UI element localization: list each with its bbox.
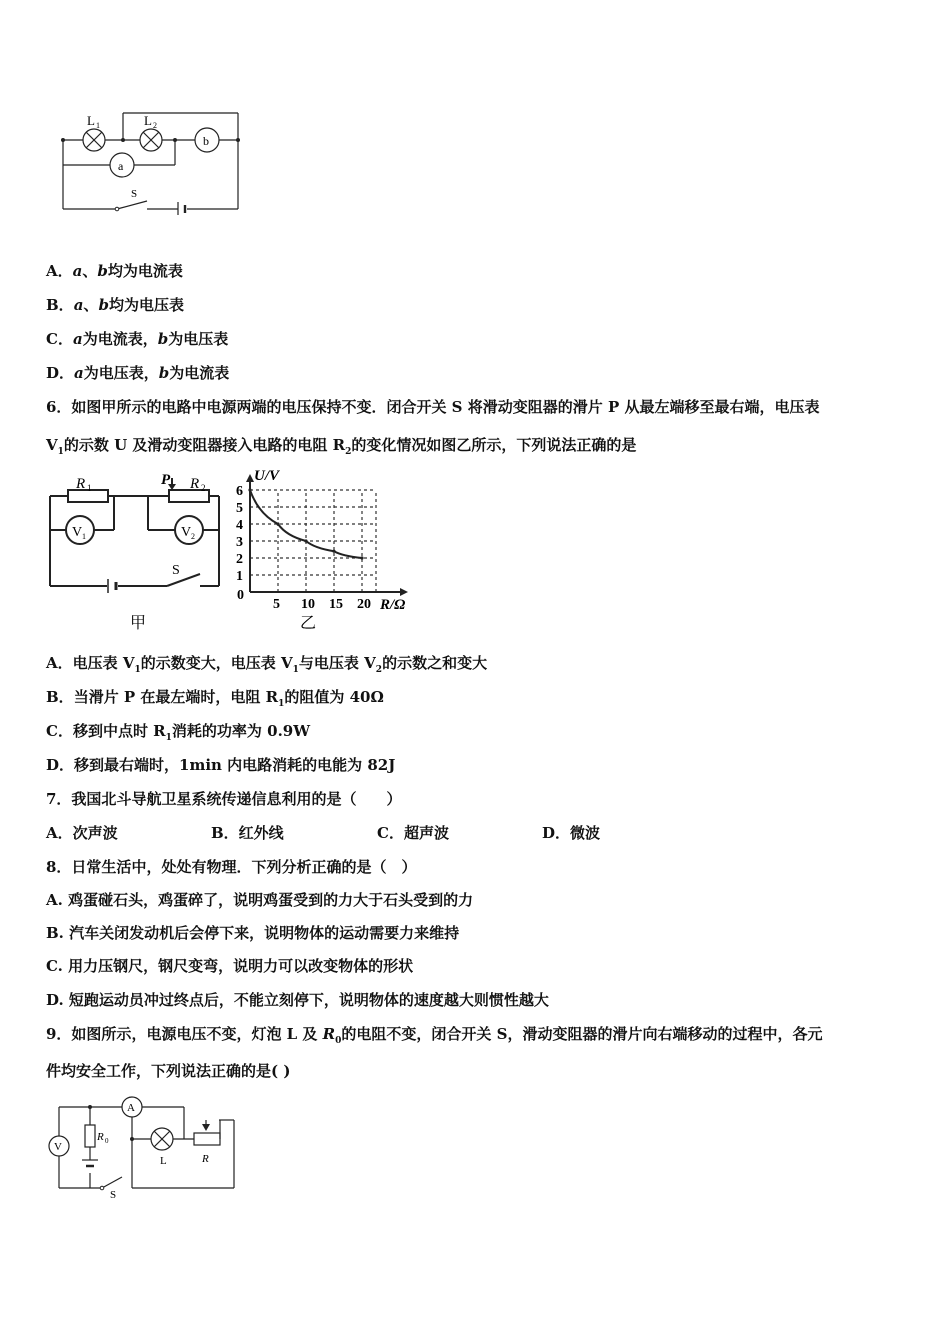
label-s: S [131, 188, 138, 200]
y-tick-label-4: 4 [236, 518, 243, 533]
data-point-0-2 [304, 539, 307, 542]
svg-text:1: 1 [82, 532, 86, 541]
chart-ylabel: U/V [254, 468, 280, 484]
resistor-r0-icon [85, 1125, 95, 1147]
q7-option-d[interactable]: D．微波 [542, 824, 601, 842]
svg-text:2: 2 [191, 532, 195, 541]
data-point-0-1 [276, 522, 279, 525]
rheostat-r-icon [194, 1133, 220, 1145]
svg-text:R: R [76, 476, 86, 492]
svg-text:2: 2 [153, 121, 157, 130]
q5-option-d[interactable]: D．a为电压表，b为电流表 [46, 364, 230, 382]
label-b: b [203, 134, 209, 148]
q6-option-a[interactable]: A．电压表 $V_1$的示数变大，电压表 $V_1$与电压表 $V_2$的示数之和变大 [46, 654, 488, 675]
q6-option-b[interactable]: B．当滑片 P 在最左端时，电阻 $R_1$的阻值为 40Ω [46, 688, 384, 709]
y-tick-label-3: 3 [236, 535, 243, 550]
x-axis-arrow [400, 588, 408, 596]
svg-text:V: V [181, 525, 192, 540]
q9-stem-line2: 件均安全工作，下列说法正确的是( ) [46, 1062, 291, 1080]
svg-text:A: A [127, 1102, 135, 1114]
svg-text:R: R [97, 1131, 104, 1143]
svg-text:S: S [172, 563, 180, 578]
q5-option-c[interactable]: C．a为电流表，b为电压表 [46, 330, 229, 348]
svg-text:2: 2 [201, 483, 206, 493]
svg-text:1: 1 [87, 483, 92, 493]
svg-text:0: 0 [105, 1137, 109, 1145]
q7-option-c[interactable]: C．超声波 [377, 824, 449, 842]
svg-text:V: V [54, 1141, 62, 1153]
q9-stem-line1: 9．如图所示，电源电压不变，灯泡 L 及 $R_0$的电阻不变，闭合开关 S，滑动变阻器的滑片向右端移动的过程中，各元 [46, 1025, 823, 1046]
svg-text:P: P [161, 472, 171, 488]
q7-option-b[interactable]: B．红外线 [211, 824, 284, 842]
q5-option-b[interactable]: B．a、b均为电压表 [46, 296, 184, 314]
q8-option-b[interactable]: B. 汽车关闭发动机后会停下来，说明物体的运动需要力来维持 [46, 924, 460, 942]
q6-graph-yi [232, 466, 427, 636]
data-point-0-3 [332, 550, 335, 553]
q8-option-c[interactable]: C. 用力压钢尺，钢尺变弯，说明力可以改变物体的形状 [46, 957, 414, 975]
y-tick-label-6: 6 [236, 484, 243, 499]
svg-text:1: 1 [96, 121, 100, 130]
svg-text:L: L [160, 1155, 167, 1167]
label-a: a [118, 159, 124, 173]
x-tick-label-15: 15 [329, 597, 343, 612]
label-l2: L [144, 113, 152, 128]
q5-circuit-figure [55, 105, 250, 215]
data-point-0-0 [248, 488, 251, 491]
svg-text:S: S [110, 1189, 117, 1201]
q9-circuit-figure [44, 1093, 244, 1203]
label-l1: L [87, 113, 95, 128]
chart-xlabel: R/Ω [380, 597, 406, 613]
q6-stem-line2: $V_1$的示数 U 及滑动变阻器接入电路的电阻 $R_2$的变化情况如图乙所示，下列说法正确的是 [46, 436, 637, 457]
q8-option-a[interactable]: A. 鸡蛋碰石头，鸡蛋碎了，说明鸡蛋受到的力大于石头受到的力 [46, 891, 474, 909]
q5-option-a[interactable]: A．a、b均为电流表 [46, 262, 183, 280]
q6-option-c[interactable]: C．移到中点时 $R_1$消耗的功率为 0.9W [46, 722, 311, 743]
x-tick-label-10: 10 [301, 597, 315, 612]
x-tick-label-20: 20 [357, 597, 371, 612]
q7-option-a[interactable]: A．次声波 [46, 824, 118, 842]
q6-option-d[interactable]: D．移到最右端时，1min 内电路消耗的电能为 82J [46, 756, 396, 774]
svg-text:R: R [202, 1153, 209, 1165]
q6-stem-line1: 6．如图甲所示的电路中电源两端的电压保持不变．闭合开关 S 将滑动变阻器的滑片 P 从最左端移至最右端，电压表 [46, 398, 820, 416]
q8-option-d[interactable]: D. 短跑运动员冲过终点后，不能立刻停下，说明物体的速度越大则惯性越大 [46, 991, 549, 1009]
q8-stem: 8．日常生活中，处处有物理．下列分析正确的是（ ） [46, 858, 417, 876]
q6-circuit-jia [42, 466, 227, 636]
y-tick-label-2: 2 [236, 552, 243, 567]
y-tick-label-1: 1 [236, 569, 243, 584]
svg-text:R: R [190, 476, 200, 492]
y-tick-label-5: 5 [236, 501, 243, 516]
x-tick-label-5: 5 [273, 597, 280, 612]
chart-origin: 0 [237, 588, 244, 603]
svg-text:V: V [72, 525, 83, 540]
data-point-0-4 [360, 556, 363, 559]
q7-stem: 7．我国北斗导航卫星系统传递信息利用的是（ ） [46, 790, 402, 808]
y-axis-arrow [246, 474, 254, 482]
caption-yi: 乙 [300, 615, 317, 632]
caption-jia: 甲 [130, 615, 147, 632]
